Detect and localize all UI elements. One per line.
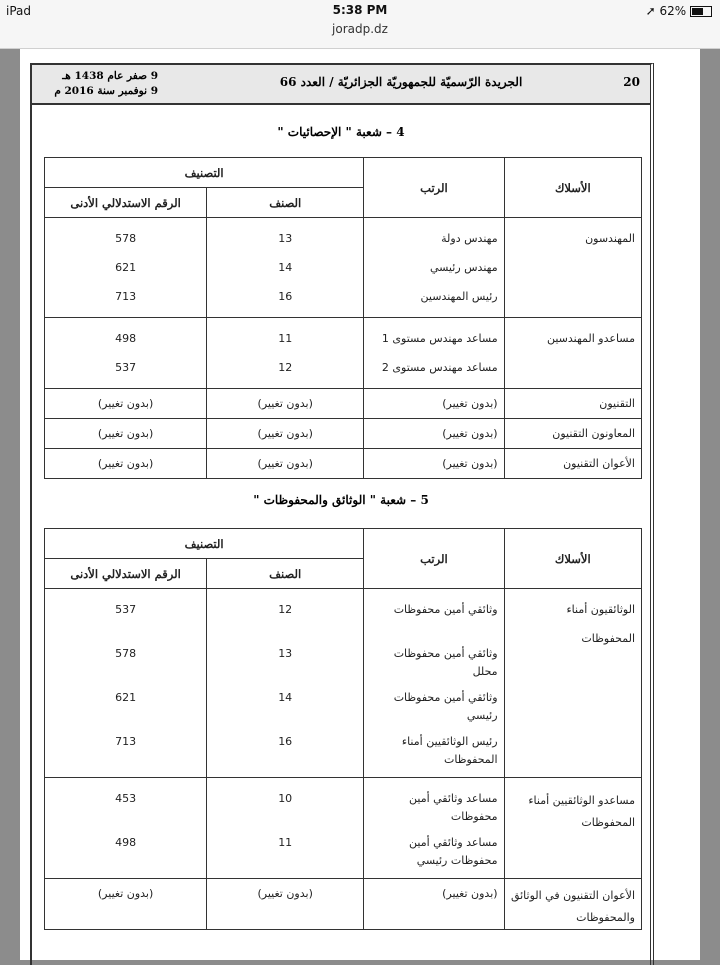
journal-title: الجريدة الرّسميّة للجمهوريّة الجزائريّة / العدد 66 [279, 75, 523, 89]
corps-cell: المعاونون التقنيون [504, 419, 641, 449]
header-corps: الأسلاك [504, 158, 641, 218]
table-row [45, 419, 642, 449]
device-label: iPad [6, 4, 32, 18]
header-grades: الرتب [364, 529, 504, 589]
grades-cell: مهندس دولة [441, 232, 498, 245]
categories-cell: (بدون تغيير) [257, 887, 313, 900]
indices-cell: 621 [115, 261, 137, 274]
table-row [45, 218, 642, 318]
grades-cell: مساعد مهندس مستوى 2 [381, 361, 498, 374]
header-index: الرقم الاستدلالي الأدنى [45, 188, 207, 218]
categories-cell: 10 [278, 792, 293, 805]
indices-cell: 713 [115, 735, 137, 748]
indices-cell: (بدون تغيير) [97, 397, 154, 410]
battery-status: ➚ 62% [646, 4, 712, 18]
header-corps: الأسلاك [504, 529, 641, 589]
grades-cell: رئيس الوثائقيين أمناء المحفوظات [401, 735, 498, 766]
grades-cell: رئيس المهندسين [420, 290, 498, 303]
indices-cell: 498 [115, 836, 137, 849]
header-index: الرقم الاستدلالي الأدنى [45, 559, 207, 589]
indices-cell: 621 [115, 691, 137, 704]
categories-cell: 16 [278, 735, 293, 748]
table-row [45, 778, 642, 879]
status-bar [0, 0, 720, 49]
indices-cell: (بدون تغيير) [97, 887, 154, 900]
statistics-table [44, 157, 642, 479]
corps-cell: التقنيون [504, 389, 641, 419]
corps-cell: الأعوان التقنيون [504, 449, 641, 479]
indices-cell: 537 [115, 361, 137, 374]
table-row [45, 449, 642, 479]
categories-cell: 16 [278, 290, 293, 303]
grades-cell: (بدون تغيير) [442, 887, 498, 900]
section-4-title: 4 – شعبة " الإحصائيات " [277, 125, 405, 139]
page-header [32, 65, 650, 105]
header-category: الصنف [207, 188, 364, 218]
grades-cell: وثائقي أمين محفوظات رئيسي [393, 691, 498, 722]
header-date: 9 صفر عام 1438 هـ 9 نوفمبر سنة 2016 م [54, 70, 158, 97]
categories-cell: 14 [278, 691, 293, 704]
grades-cell: وثائقي أمين محفوظات [393, 603, 498, 616]
table-row [45, 879, 642, 930]
table-row [45, 318, 642, 389]
battery-icon [690, 6, 712, 17]
location-icon: ➚ [645, 4, 660, 18]
url-bar[interactable]: joradp.dz [332, 22, 388, 36]
indices-cell: (بدون تغيير) [97, 427, 154, 440]
grades-cell: (بدون تغيير) [442, 397, 498, 410]
indices-cell: 578 [115, 232, 137, 245]
categories-cell: 13 [278, 232, 293, 245]
grades-cell: (بدون تغيير) [442, 427, 498, 440]
corps-cell: مساعدو المهندسين [504, 318, 641, 389]
categories-cell: (بدون تغيير) [257, 457, 313, 470]
corps-cell: المهندسون [504, 218, 641, 318]
categories-cell: 12 [278, 361, 293, 374]
page-number: 20 [623, 75, 640, 89]
indices-cell: 453 [115, 792, 137, 805]
page-frame [30, 63, 654, 965]
categories-cell: 11 [278, 332, 293, 345]
header-classification: التصنيف [45, 158, 364, 188]
header-classification: التصنيف [45, 529, 364, 559]
categories-cell: (بدون تغيير) [257, 427, 313, 440]
header-category: الصنف [207, 559, 364, 589]
categories-cell: (بدون تغيير) [257, 397, 313, 410]
corps-cell: مساعدو الوثائقيين أمناء المحفوظات [504, 778, 641, 879]
indices-cell: 578 [115, 647, 137, 660]
indices-cell: 498 [115, 332, 137, 345]
categories-cell: 13 [278, 647, 293, 660]
corps-cell: الأعوان التقنيون في الوثائق والمحفوظات [504, 879, 641, 930]
header-grades: الرتب [364, 158, 504, 218]
grades-cell: (بدون تغيير) [442, 457, 498, 470]
section-5-title: 5 – شعبة " الوثائق والمحفوظات " [253, 493, 429, 507]
categories-cell: 11 [278, 836, 293, 849]
document-page [20, 49, 700, 960]
grades-cell: وثائقي أمين محفوظات محلل [393, 647, 498, 678]
grades-cell: مساعد وثائقي أمين محفوظات [409, 792, 498, 823]
archives-table [44, 528, 642, 930]
grades-cell: مساعد مهندس مستوى 1 [381, 332, 498, 345]
table-row [45, 389, 642, 419]
corps-cell: الوثائقيون أمناء المحفوظات [504, 589, 641, 778]
clock: 5:38 PM [332, 3, 388, 17]
indices-cell: (بدون تغيير) [97, 457, 154, 470]
indices-cell: 537 [115, 603, 137, 616]
categories-cell: 14 [278, 261, 293, 274]
table-row [45, 589, 642, 778]
grades-cell: مساعد وثائقي أمين محفوظات رئيسي [409, 836, 498, 867]
grades-cell: مهندس رئيسي [429, 261, 498, 274]
indices-cell: 713 [115, 290, 137, 303]
categories-cell: 12 [278, 603, 293, 616]
